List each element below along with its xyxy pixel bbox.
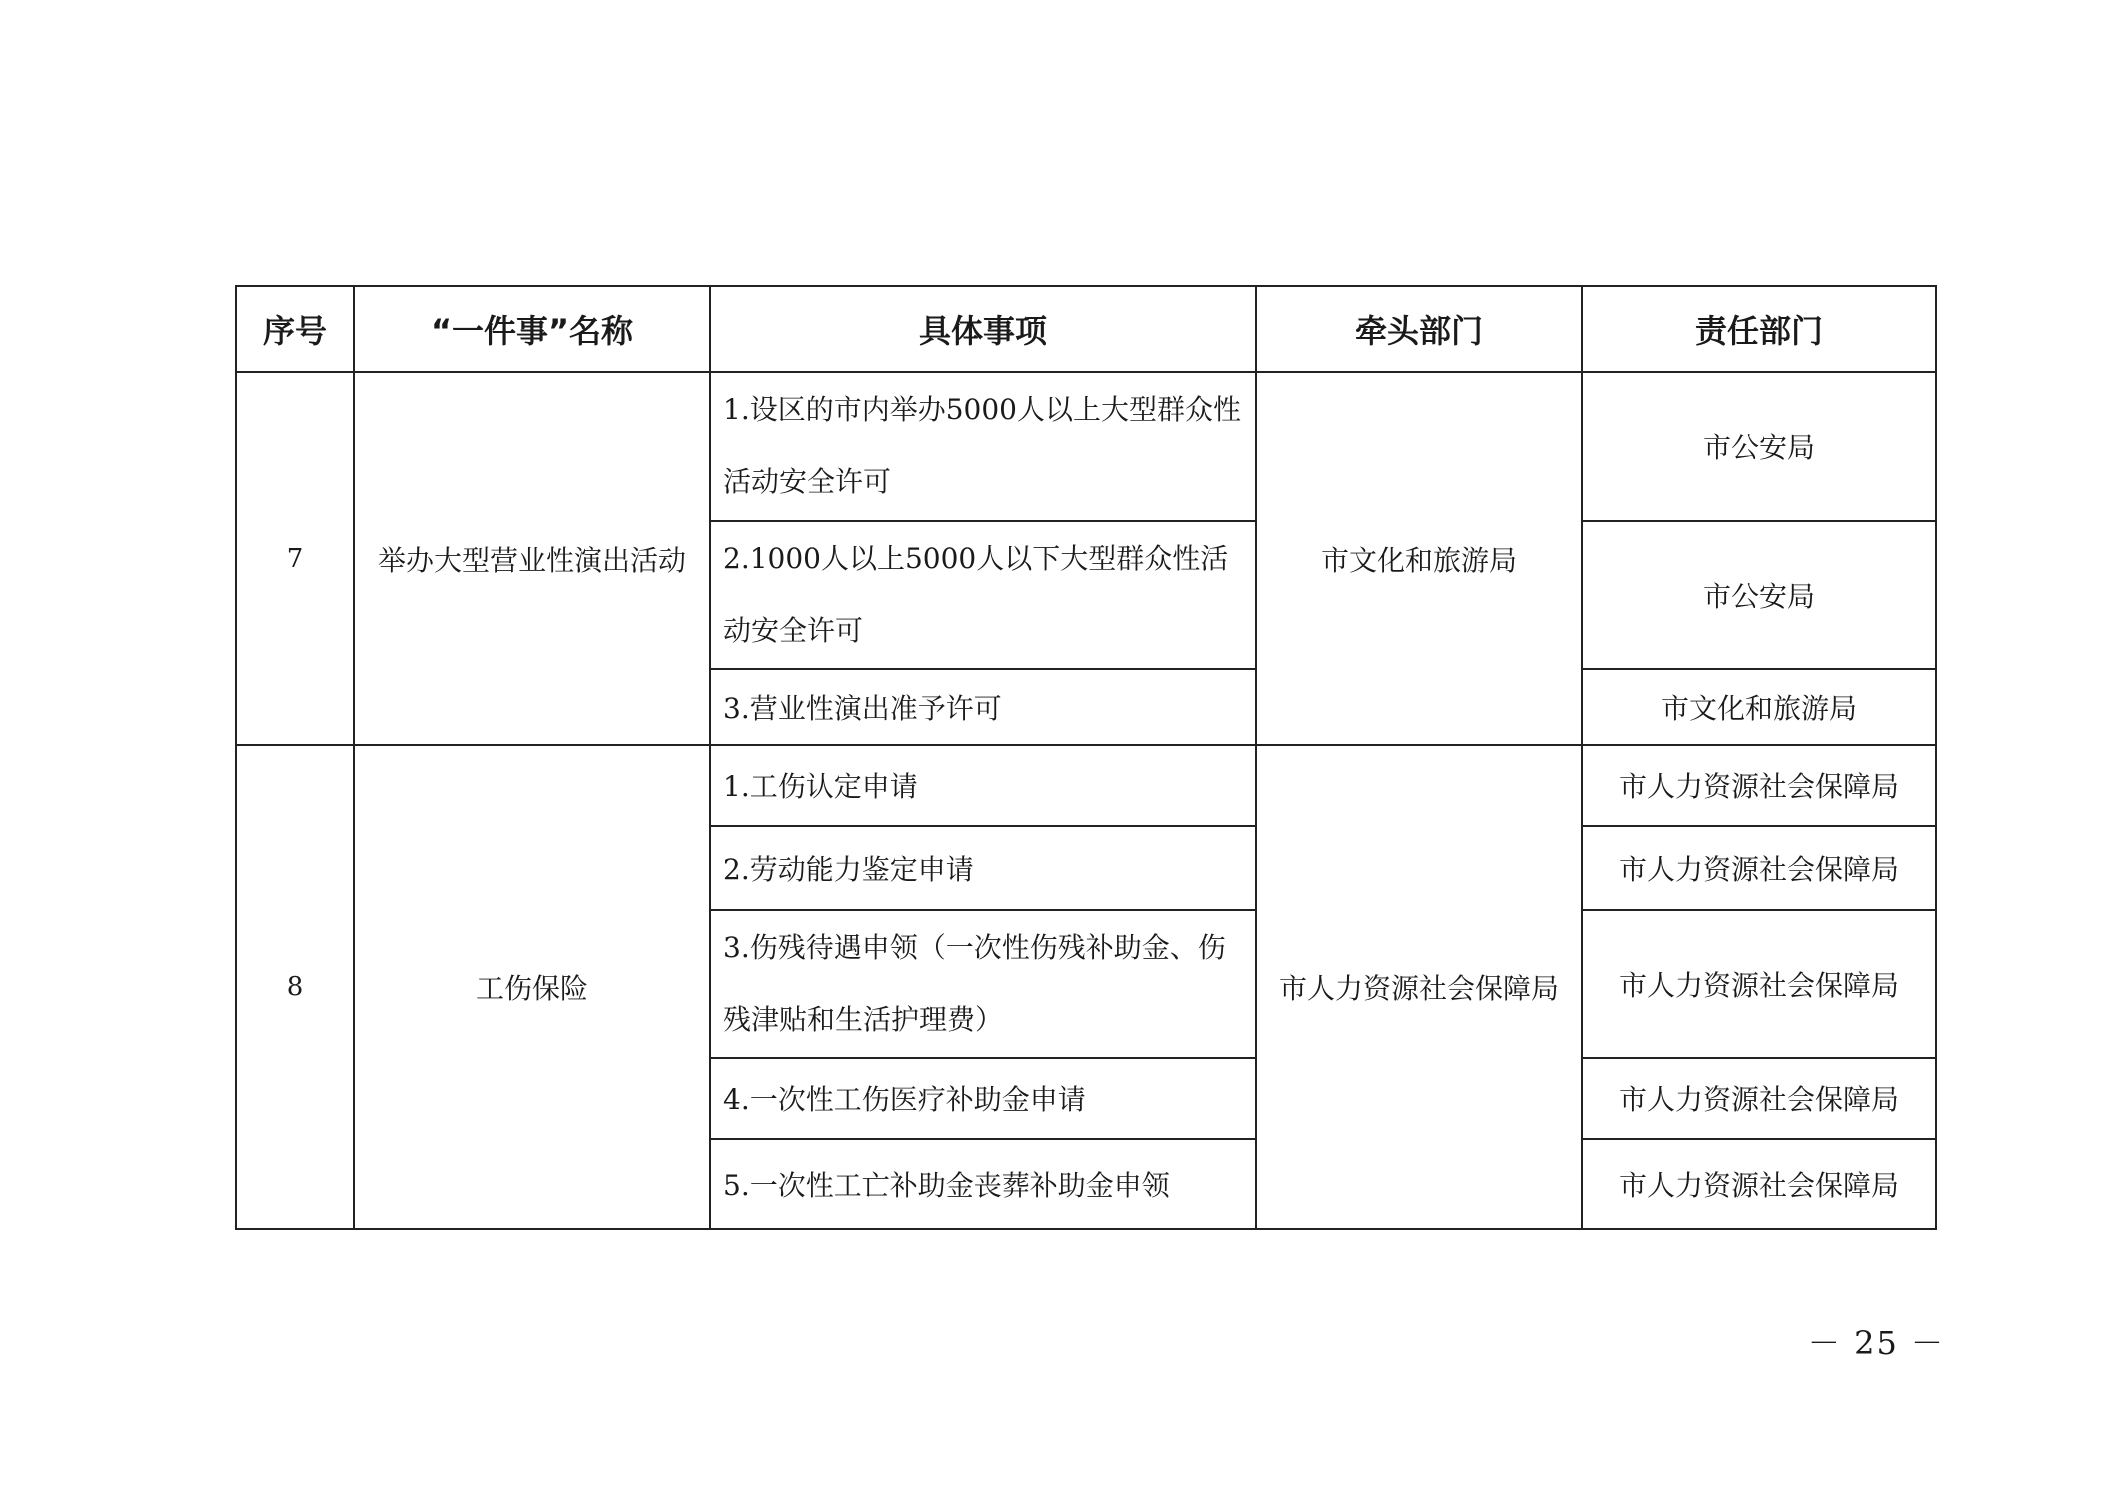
responsible-department: 市人力资源社会保障局 — [1582, 1139, 1936, 1229]
group-no: 8 — [236, 745, 354, 1229]
responsible-department: 市文化和旅游局 — [1582, 669, 1936, 745]
item-text: 2.1000人以上5000人以下大型群众性活动安全许可 — [710, 521, 1256, 670]
header-name: “一件事”名称 — [354, 286, 710, 372]
group-no: 7 — [236, 372, 354, 745]
lead-department: 市人力资源社会保障局 — [1256, 745, 1582, 1229]
group-name: 举办大型营业性演出活动 — [354, 372, 710, 745]
responsible-department: 市人力资源社会保障局 — [1582, 826, 1936, 910]
item-text: 1.工伤认定申请 — [710, 745, 1256, 825]
responsible-department: 市人力资源社会保障局 — [1582, 745, 1936, 825]
table-header-row — [236, 286, 1936, 372]
responsible-department: 市人力资源社会保障局 — [1582, 910, 1936, 1059]
table-row — [236, 372, 1936, 521]
header-resp: 责任部门 — [1582, 286, 1936, 372]
header-no: 序号 — [236, 286, 354, 372]
group-name: 工伤保险 — [354, 745, 710, 1229]
header-item: 具体事项 — [710, 286, 1256, 372]
tasks-table — [235, 285, 1937, 1230]
item-text: 4.一次性工伤医疗补助金申请 — [710, 1058, 1256, 1138]
header-lead: 牵头部门 — [1256, 286, 1582, 372]
item-text: 1.设区的市内举办5000人以上大型群众性活动安全许可 — [710, 372, 1256, 521]
item-text: 5.一次性工亡补助金丧葬补助金申领 — [710, 1139, 1256, 1229]
table-row — [236, 745, 1936, 825]
lead-department: 市文化和旅游局 — [1256, 372, 1582, 745]
item-text: 3.营业性演出准予许可 — [710, 669, 1256, 745]
item-text: 2.劳动能力鉴定申请 — [710, 826, 1256, 910]
responsible-department: 市公安局 — [1582, 372, 1936, 521]
responsible-department: 市人力资源社会保障局 — [1582, 1058, 1936, 1138]
page-number: － 25 － — [1807, 1324, 1945, 1362]
responsible-department: 市公安局 — [1582, 521, 1936, 670]
item-text: 3.伤残待遇申领（一次性伤残补助金、伤残津贴和生活护理费） — [710, 910, 1256, 1059]
